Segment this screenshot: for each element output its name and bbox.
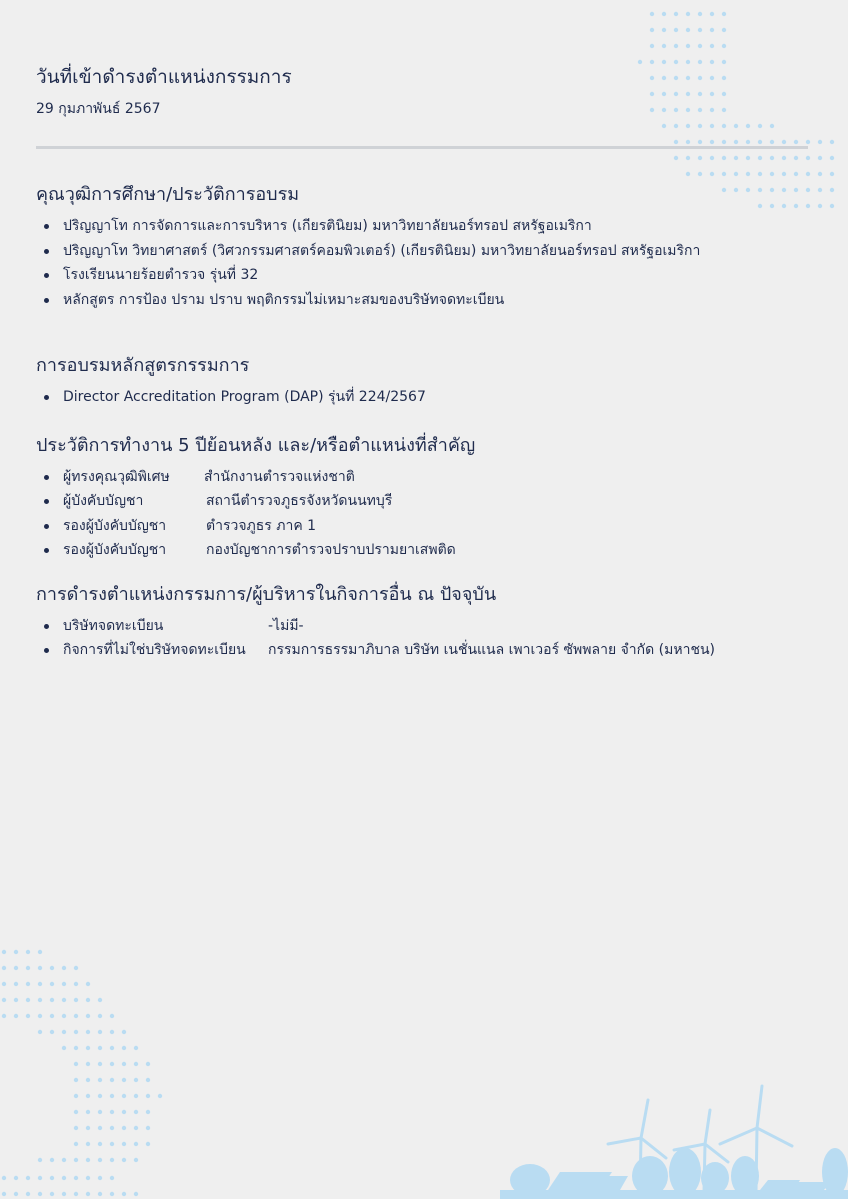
decor-dot xyxy=(122,1078,126,1082)
decor-dot xyxy=(110,1192,114,1196)
decor-dot xyxy=(650,44,654,48)
decor-dot xyxy=(662,12,666,16)
decor-dot xyxy=(98,1142,102,1146)
decor-dot xyxy=(134,1142,138,1146)
decor-dot xyxy=(50,998,54,1002)
decor-dot xyxy=(686,12,690,16)
list-item xyxy=(36,465,816,490)
decor-dot xyxy=(650,12,654,16)
decor-dot xyxy=(86,1142,90,1146)
decor-dot xyxy=(122,1142,126,1146)
decor-dot xyxy=(50,1176,54,1180)
decor-dot xyxy=(698,44,702,48)
decor-dot xyxy=(134,1158,138,1162)
decor-dot xyxy=(110,1094,114,1098)
decor-dot xyxy=(86,1046,90,1050)
decor-dot xyxy=(38,1014,42,1018)
decor-dot xyxy=(830,172,834,176)
decor-dot xyxy=(62,966,66,970)
work-organization: สำนักงานตำรวจแห่งชาติ xyxy=(204,468,355,485)
decor-dot xyxy=(830,188,834,192)
decor-dot xyxy=(122,1030,126,1034)
list-item: โรงเรียนนายร้อยตำรวจ รุ่นที่ 32 xyxy=(36,263,816,288)
education-title: คุณวุฒิการศึกษา/ประวัติการอบรม xyxy=(36,184,300,205)
decor-dot xyxy=(26,1192,30,1196)
decor-dot xyxy=(74,998,78,1002)
work-organization: สถานีตำรวจภูธรจังหวัดนนทบุรี xyxy=(206,493,393,509)
decor-dot xyxy=(110,1014,114,1018)
decor-dot xyxy=(62,1158,66,1162)
decor-dot xyxy=(26,966,30,970)
decor-dot xyxy=(2,1176,6,1180)
work-organization: ตำรวจภูธร ภาค 1 xyxy=(206,517,317,534)
work-position: รองผู้บังคับบัญชา xyxy=(63,517,167,534)
decor-dot xyxy=(2,1192,6,1196)
dot-pattern-bottom-left xyxy=(0,940,190,1199)
decor-dot xyxy=(86,1030,90,1034)
decor-dot xyxy=(50,1030,54,1034)
decor-dot xyxy=(158,1094,162,1098)
decor-dot xyxy=(650,28,654,32)
decor-dot xyxy=(38,982,42,986)
decor-dot xyxy=(2,950,6,954)
decor-dot xyxy=(110,1062,114,1066)
decor-dot xyxy=(86,1062,90,1066)
training-list xyxy=(36,385,816,410)
work-history-section xyxy=(36,430,816,563)
decor-dot xyxy=(2,982,6,986)
decor-dot xyxy=(14,1176,18,1180)
decor-dot xyxy=(818,172,822,176)
decor-dot xyxy=(98,1046,102,1050)
decor-dot xyxy=(14,966,18,970)
decor-dot xyxy=(698,28,702,32)
decor-dot xyxy=(38,950,42,954)
decor-dot xyxy=(122,1158,126,1162)
decor-dot xyxy=(146,1142,150,1146)
decor-dot xyxy=(14,998,18,1002)
decor-dot xyxy=(38,998,42,1002)
decor-dot xyxy=(122,1126,126,1130)
decor-dot xyxy=(86,1126,90,1130)
decor-dot xyxy=(818,140,822,144)
decor-dot xyxy=(50,1192,54,1196)
decor-dot xyxy=(662,28,666,32)
decor-dot xyxy=(146,1110,150,1114)
decor-dot xyxy=(74,982,78,986)
entity-detail: กรรมการธรรมาภิบาล บริษัท เนชั่นแนล เพาเวอร์ ซัพพลาย จำกัด (มหาชน) xyxy=(268,642,715,658)
decor-dot xyxy=(62,982,66,986)
decor-dot xyxy=(98,1192,102,1196)
decor-dot xyxy=(110,1110,114,1114)
decor-dot xyxy=(62,1014,66,1018)
decor-dot xyxy=(686,28,690,32)
work-organization: กองบัญชาการตำรวจปราบปรามยาเสพติด xyxy=(206,542,456,558)
decor-dot xyxy=(2,1014,6,1018)
decor-dot xyxy=(134,1078,138,1082)
work-position: รองผู้บังคับบัญชา xyxy=(63,542,167,558)
decor-dot xyxy=(50,1158,54,1162)
decor-dot xyxy=(2,998,6,1002)
decor-dot xyxy=(62,1030,66,1034)
decor-dot xyxy=(110,1142,114,1146)
wind-turbine-landscape-illustration xyxy=(500,1080,848,1199)
work-history-list xyxy=(36,465,816,563)
decor-dot xyxy=(830,156,834,160)
list-item: หลักสูตร การป้อง ปราม ปราบ พฤติกรรมไม่เหมาะสมของบริษัทจดทะเบียน xyxy=(36,288,816,313)
decor-dot xyxy=(14,1192,18,1196)
appointment-title: วันที่เข้าดำรงตำแหน่งกรรมการ xyxy=(36,66,292,88)
decor-dot xyxy=(62,1046,66,1050)
decor-dot xyxy=(146,1078,150,1082)
decor-dot xyxy=(98,1078,102,1082)
education-section xyxy=(36,179,816,312)
appointment-section xyxy=(36,62,816,120)
decor-dot xyxy=(74,1014,78,1018)
decor-dot xyxy=(86,1192,90,1196)
decor-dot xyxy=(98,998,102,1002)
appointment-date: 29 กุมภาพันธ์ 2567 xyxy=(36,101,161,117)
decor-dot xyxy=(122,1110,126,1114)
work-position: ผู้ทรงคุณวุฒิพิเศษ xyxy=(63,468,170,485)
decor-dot xyxy=(62,998,66,1002)
list-item xyxy=(36,489,816,514)
decor-dot xyxy=(110,1046,114,1050)
decor-dot xyxy=(110,1158,114,1162)
decor-dot xyxy=(98,1062,102,1066)
decor-dot xyxy=(146,1094,150,1098)
decor-dot xyxy=(86,998,90,1002)
decor-dot xyxy=(674,28,678,32)
list-item xyxy=(36,514,816,539)
other-positions-list xyxy=(36,614,816,663)
decor-dot xyxy=(14,950,18,954)
decor-dot xyxy=(26,950,30,954)
decor-dot xyxy=(74,1078,78,1082)
decor-dot xyxy=(818,156,822,160)
decor-dot xyxy=(698,12,702,16)
decor-dot xyxy=(98,1126,102,1130)
decor-dot xyxy=(74,1046,78,1050)
other-positions-section xyxy=(36,579,816,663)
decor-dot xyxy=(674,44,678,48)
decor-dot xyxy=(38,1192,42,1196)
decor-dot xyxy=(38,966,42,970)
decor-dot xyxy=(74,966,78,970)
decor-dot xyxy=(122,1046,126,1050)
decor-dot xyxy=(710,12,714,16)
decor-dot xyxy=(830,140,834,144)
training-title: การอบรมหลักสูตรกรรมการ xyxy=(36,355,250,376)
decor-dot xyxy=(26,1176,30,1180)
decor-dot xyxy=(122,1094,126,1098)
decor-dot xyxy=(86,1094,90,1098)
decor-dot xyxy=(50,966,54,970)
education-list xyxy=(36,214,816,312)
list-item: ปริญญาโท วิทยาศาสตร์ (วิศวกรรมศาสตร์คอมพิวเตอร์) (เกียรตินิยม) มหาวิทยาลัยนอร์ทรอป สหรัฐอเมริกา xyxy=(36,239,816,264)
decor-dot xyxy=(86,982,90,986)
decor-dot xyxy=(86,1078,90,1082)
decor-dot xyxy=(14,1014,18,1018)
decor-dot xyxy=(686,44,690,48)
decor-dot xyxy=(38,1158,42,1162)
decor-dot xyxy=(122,1192,126,1196)
work-history-title: ประวัติการทำงาน 5 ปีย้อนหลัง และ/หรือตำแหน่งที่สำคัญ xyxy=(36,434,476,456)
decor-dot xyxy=(110,1176,114,1180)
decor-dot xyxy=(74,1062,78,1066)
decor-dot xyxy=(98,1158,102,1162)
decor-dot xyxy=(62,1192,66,1196)
decor-dot xyxy=(74,1126,78,1130)
decor-dot xyxy=(98,1176,102,1180)
decor-dot xyxy=(662,44,666,48)
work-position: ผู้บังคับบัญชา xyxy=(63,493,144,509)
decor-dot xyxy=(86,1158,90,1162)
decor-dot xyxy=(38,1030,42,1034)
decor-dot xyxy=(134,1046,138,1050)
list-item: ปริญญาโท การจัดการและการบริหาร (เกียรตินิยม) มหาวิทยาลัยนอร์ทรอป สหรัฐอเมริกา xyxy=(36,214,816,239)
decor-dot xyxy=(98,1014,102,1018)
decor-dot xyxy=(74,1158,78,1162)
decor-dot xyxy=(26,998,30,1002)
list-item: Director Accreditation Program (DAP) รุ่นที่ 224/2567 xyxy=(36,385,816,410)
decor-dot xyxy=(830,204,834,208)
decor-dot xyxy=(74,1142,78,1146)
section-divider xyxy=(36,146,808,149)
decor-dot xyxy=(74,1192,78,1196)
decor-dot xyxy=(722,12,726,16)
list-item xyxy=(36,614,816,639)
decor-dot xyxy=(146,1126,150,1130)
entity-type: บริษัทจดทะเบียน xyxy=(63,617,164,634)
decor-dot xyxy=(50,982,54,986)
decor-dot xyxy=(50,1014,54,1018)
decor-dot xyxy=(86,1014,90,1018)
decor-dot xyxy=(14,982,18,986)
entity-detail: -ไม่มี- xyxy=(268,617,304,634)
decor-dot xyxy=(674,12,678,16)
decor-dot xyxy=(26,1014,30,1018)
list-item xyxy=(36,538,816,563)
decor-dot xyxy=(134,1094,138,1098)
decor-dot xyxy=(74,1094,78,1098)
decor-dot xyxy=(74,1110,78,1114)
decor-dot xyxy=(74,1176,78,1180)
decor-dot xyxy=(110,1078,114,1082)
decor-dot xyxy=(818,188,822,192)
decor-dot xyxy=(722,44,726,48)
decor-dot xyxy=(98,1094,102,1098)
entity-type: กิจการที่ไม่ใช่บริษัทจดทะเบียน xyxy=(63,642,246,658)
decor-dot xyxy=(122,1062,126,1066)
decor-dot xyxy=(134,1110,138,1114)
decor-dot xyxy=(134,1192,138,1196)
decor-dot xyxy=(134,1062,138,1066)
decor-dot xyxy=(134,1126,138,1130)
other-positions-title: การดำรงตำแหน่งกรรมการ/ผู้บริหารในกิจการอื่น ณ ปัจจุบัน xyxy=(36,583,497,605)
decor-dot xyxy=(110,1030,114,1034)
decor-dot xyxy=(86,1110,90,1114)
decor-dot xyxy=(722,28,726,32)
decor-dot xyxy=(818,204,822,208)
decor-dot xyxy=(86,1176,90,1180)
decor-dot xyxy=(710,28,714,32)
decor-dot xyxy=(2,966,6,970)
decor-dot xyxy=(710,44,714,48)
decor-dot xyxy=(110,1126,114,1130)
training-section xyxy=(36,350,816,410)
decor-dot xyxy=(62,1176,66,1180)
decor-dot xyxy=(74,1030,78,1034)
director-profile-content xyxy=(36,62,816,663)
decor-dot xyxy=(98,1030,102,1034)
list-item xyxy=(36,638,816,663)
decor-dot xyxy=(146,1062,150,1066)
decor-dot xyxy=(98,1110,102,1114)
decor-dot xyxy=(26,982,30,986)
decor-dot xyxy=(38,1176,42,1180)
